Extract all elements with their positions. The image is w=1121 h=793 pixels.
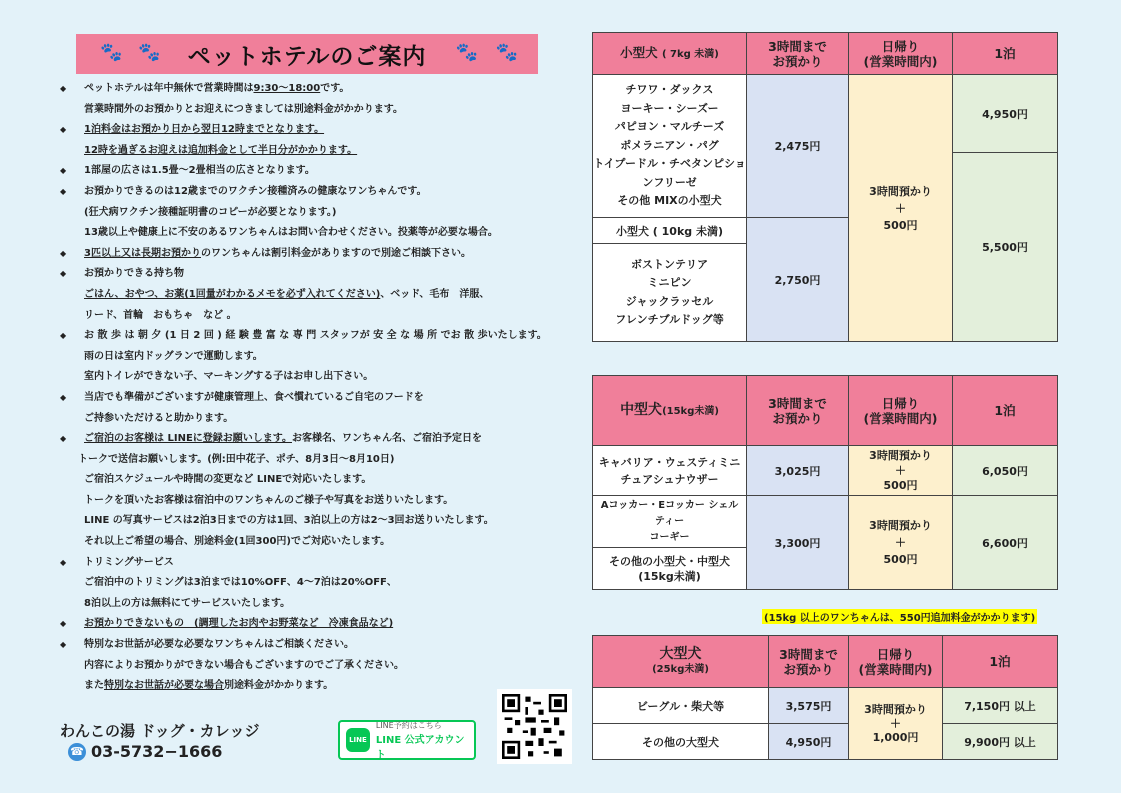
list-item: また特別なお世話が必要な場合別途料金がかかります。 xyxy=(84,680,334,692)
list-item: ◆ 3匹以上又は長期お預かりのワンちゃんは割引料金がありますので別途ご相談下さい。 xyxy=(60,244,595,265)
price-cell: 4,950円 xyxy=(769,724,849,760)
price-cell: 3時間預かり ＋ 1,000円 xyxy=(849,688,943,760)
table-header: 1泊 xyxy=(953,376,1058,446)
list-item: ◆ お 散 歩 は 朝 夕 (1 日 2 回 ) 経 験 豊 富 な 専 門 スタッフが 安 全 な 場 所 でお 散 歩いたします。 xyxy=(60,326,595,347)
price-cell: 3,575円 xyxy=(769,688,849,724)
list-item: LINE の写真サービスは2泊3日までの方は1回、3泊以上の方は2〜3回お送りいたします。 xyxy=(84,515,494,527)
list-item: 室内トイレができない子、マーキングする子はお申し出下さい。 xyxy=(84,371,374,383)
list-item: (狂犬病ワクチン接種証明書のコピーが必要となります。) xyxy=(84,206,337,218)
paw-icon: 🐾 xyxy=(495,42,518,63)
table-header: 3時間まで お預かり xyxy=(769,636,849,688)
list-item: ◆ 特別なお世話が必要な必要なワンちゃんはご相談ください。 xyxy=(60,635,595,656)
breed-cell: ボストンテリア ミニピン ジャックラッセル フレンチブルドッグ等 xyxy=(593,244,747,342)
list-item: ◆ 1泊料金はお預かり日から翌日12時までとなります。 xyxy=(60,120,595,141)
phone-number[interactable]: ☎ 03-5732−1666 xyxy=(68,742,222,761)
table-header: 小型犬 ( 7kg 未満) xyxy=(593,33,747,75)
list-item: ごはん、おやつ、お薬(1回量がわかるメモを必ず入れてください)、ベッド、毛布 洋服、 xyxy=(84,288,490,300)
price-cell: 2,750円 xyxy=(747,218,849,342)
price-cell: 3時間預かり ＋ 500円 xyxy=(849,446,953,496)
large-dog-price-table xyxy=(592,635,1058,760)
list-item: それ以上ご希望の場合、別途料金(1回300円)でご対応いたします。 xyxy=(84,536,391,548)
list-item: 12時を過ぎるお迎えは追加料金として半日分がかかります。 xyxy=(84,144,358,156)
qr-code[interactable] xyxy=(497,689,572,764)
medium-dog-price-table xyxy=(592,375,1058,590)
breed-cell: チワワ・ダックス ヨーキー・シーズー パピヨン・マルチーズ ポメラニアン・パグ トイプードル・チベタンピショ ンフリーゼ その他 MIXの小型犬 xyxy=(593,75,747,218)
price-cell: 3,300円 xyxy=(747,496,849,590)
list-item: ◆ ペットホテルは年中無休で営業時間は9:30〜18:00です。 xyxy=(60,79,595,100)
shop-name: わんこの湯 ドッグ・カレッジ xyxy=(60,722,260,740)
breed-cell: その他の大型犬 xyxy=(593,724,769,760)
line-official-account-button[interactable]: LINE LINE予約はこちら LINE 公式アカウント xyxy=(338,720,476,760)
price-cell: 6,050円 xyxy=(953,446,1058,496)
qr-code-icon xyxy=(502,694,567,759)
table-header: 日帰り (営業時間内) xyxy=(849,636,943,688)
price-cell: 4,950円 xyxy=(953,75,1058,153)
paw-icon: 🐾 xyxy=(100,42,123,63)
price-cell: 3時間預かり ＋ 500円 xyxy=(849,496,953,590)
price-cell: 3,025円 xyxy=(747,446,849,496)
breed-cell: Aコッカー・Eコッカー シェル ティー コーギー xyxy=(593,496,747,548)
small-dog-price-table xyxy=(592,32,1058,342)
list-item: ◆ 当店でも準備がございますが健康管理上、食べ慣れているご自宅のフードを xyxy=(60,388,595,409)
phone-icon: ☎ xyxy=(68,743,86,761)
list-item: 8泊以上の方は無料にてサービスいたします。 xyxy=(84,597,291,609)
list-item: ◆ お預かりできるのは12歳までのワクチン接種済みの健康なワンちゃんです。 xyxy=(60,182,595,203)
list-item: 雨の日は室内ドッグランで運動します。 xyxy=(84,350,263,362)
page-title-banner xyxy=(76,34,538,74)
table-header: 大型犬 (25kg未満) xyxy=(593,636,769,688)
page-title: ペットホテルのご案内 xyxy=(187,43,427,70)
list-item: 13歳以上や健康上に不安のあるワンちゃんはお問い合わせください。投薬等が必要な場合。 xyxy=(84,227,498,239)
table-header: 1泊 xyxy=(953,33,1058,75)
line-logo-icon: LINE xyxy=(346,728,370,752)
surcharge-note: (15kg 以上のワンちゃんは、550円追加料金がかかります) xyxy=(762,609,1037,624)
table-header: 日帰り (営業時間内) xyxy=(849,376,953,446)
paw-icon: 🐾 xyxy=(455,42,478,63)
breed-cell: その他の小型犬・中型犬 (15kg未満) xyxy=(593,548,747,590)
breed-cell: 小型犬 ( 10kg 未満) xyxy=(593,218,747,244)
list-item: ご宿泊中のトリミングは3泊までは10%OFF、4〜7泊は20%OFF、 xyxy=(84,577,397,589)
list-item: リード、首輪 おもちゃ など 。 xyxy=(84,309,237,321)
list-item: ◆ お預かりできる持ち物 xyxy=(60,264,595,285)
price-cell: 7,150円 以上 xyxy=(943,688,1058,724)
table-header: 中型犬(15kg未満) xyxy=(593,376,747,446)
list-item: 営業時間外のお預かりとお迎えにつきましては別途料金がかかります。 xyxy=(84,103,403,115)
table-header: 1泊 xyxy=(943,636,1058,688)
price-cell: 2,475円 xyxy=(747,75,849,218)
table-header: 3時間まで お預かり xyxy=(747,33,849,75)
breed-cell: キャバリア・ウェスティミニ チュアシュナウザー xyxy=(593,446,747,496)
paw-icon: 🐾 xyxy=(138,42,161,63)
list-item: ご宿泊スケジュールや時間の変更など LINEで対応いたします。 xyxy=(84,474,372,486)
list-item: ◆ 1部屋の広さは1.5畳〜2畳相当の広さとなります。 xyxy=(60,161,595,182)
list-item: トークを頂いたお客様は宿泊中のワンちゃんのご様子や写真をお送りいたします。 xyxy=(84,494,454,506)
list-item: ご持参いただけると助かります。 xyxy=(84,412,234,424)
price-cell: 9,900円 以上 xyxy=(943,724,1058,760)
list-item: ◆ ご宿泊のお客様は LINEに登録お願いします。お客様名、ワンちゃん名、ご宿泊予定日を xyxy=(60,429,595,450)
list-item: ◆ お預かりできないもの (調理したお肉やお野菜など 冷凍食品など) xyxy=(60,614,595,635)
price-cell: 5,500円 xyxy=(953,153,1058,342)
breed-cell: ビーグル・柴犬等 xyxy=(593,688,769,724)
table-header: 3時間まで お預かり xyxy=(747,376,849,446)
price-cell: 3時間預かり ＋ 500円 xyxy=(849,75,953,342)
list-item: トークで送信お願いします。(例:田中花子、ポチ、8月3日〜8月10日) xyxy=(78,453,395,465)
notes-list xyxy=(60,79,595,697)
list-item: 内容によりお預かりができない場合もございますのでご了承ください。 xyxy=(84,659,404,671)
price-cell: 6,600円 xyxy=(953,496,1058,590)
table-header: 日帰り (営業時間内) xyxy=(849,33,953,75)
list-item: ◆ トリミングサービス xyxy=(60,553,595,574)
